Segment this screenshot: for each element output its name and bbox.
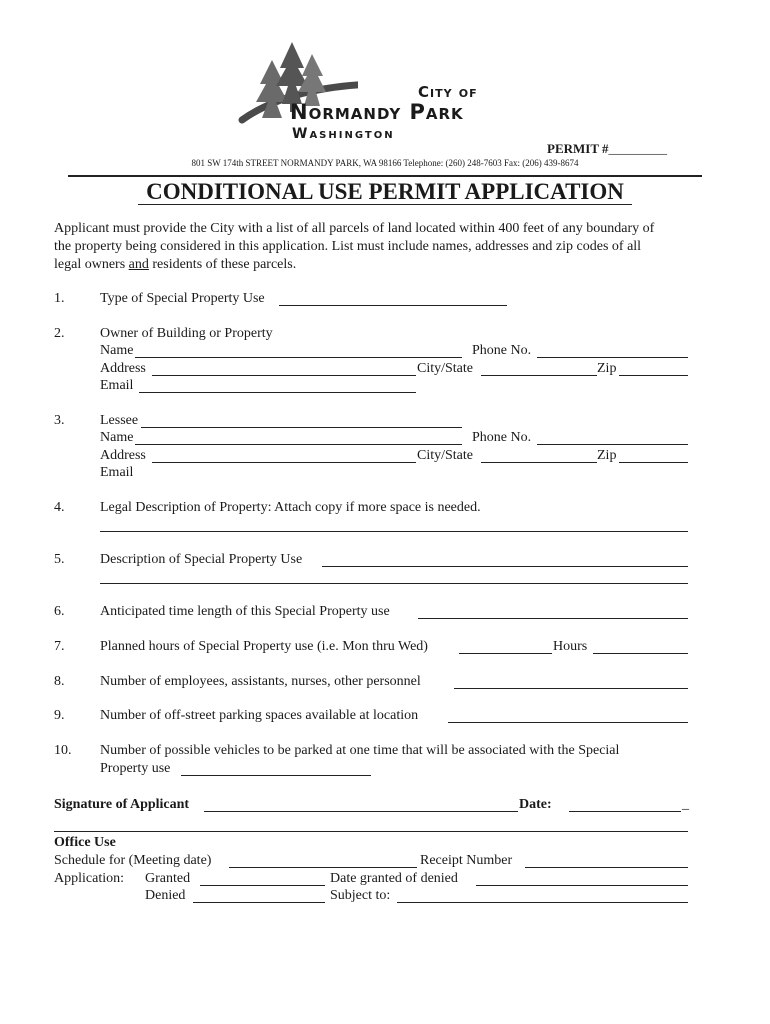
owner-city-field[interactable]: [481, 375, 597, 376]
personnel-count-field[interactable]: [454, 688, 688, 689]
item-2-label: Owner of Building or Property: [100, 326, 273, 341]
intro-line-2: the property being considered in this application. List must include names, addresses and zip codes of all: [54, 239, 642, 254]
item-1-number: 1.: [54, 291, 65, 306]
item-6-number: 6.: [54, 604, 65, 619]
header-rule: [68, 175, 702, 177]
denied-field[interactable]: [193, 902, 325, 903]
lessee-zip-field[interactable]: [619, 462, 688, 463]
granted-field[interactable]: [200, 885, 325, 886]
granted-label: Granted: [145, 871, 191, 886]
owner-phone-label: Phone No.: [472, 343, 532, 358]
item-9-label: Number of off-street parking spaces available at location: [100, 708, 419, 723]
planned-hours-field[interactable]: [593, 653, 688, 654]
owner-email-label: Email: [100, 378, 134, 393]
lessee-address-field[interactable]: [152, 462, 416, 463]
owner-name-label: Name: [100, 343, 134, 358]
item-10-line-2: Property use: [100, 761, 171, 776]
owner-phone-field[interactable]: [537, 357, 688, 358]
special-use-type-field[interactable]: [279, 305, 507, 306]
permit-number-field: [547, 141, 667, 157]
signature-date-field[interactable]: [569, 811, 681, 812]
legal-description-field[interactable]: [100, 531, 688, 532]
lessee-email-label: Email: [100, 465, 134, 480]
office-use-heading: Office Use: [54, 835, 116, 850]
item-10-line-1: Number of possible vehicles to be parked at one time that will be associated with the Special: [100, 743, 620, 758]
owner-address-label: Address: [100, 361, 146, 376]
meeting-date-field[interactable]: [229, 867, 417, 868]
receipt-label: Receipt Number: [420, 853, 513, 868]
and-underlined: and: [128, 257, 149, 272]
use-description-field-1[interactable]: [322, 566, 688, 567]
item-4-number: 4.: [54, 500, 65, 515]
item-6-label: Anticipated time length of this Special Property use: [100, 604, 390, 619]
item-10-number: 10.: [54, 743, 72, 758]
item-7-label: Planned hours of Special Property use (i.e. Mon thru Wed): [100, 639, 428, 654]
lessee-phone-label: Phone No.: [472, 430, 532, 445]
schedule-label: Schedule for (Meeting date): [54, 853, 212, 868]
permit-label: PERMIT #: [547, 141, 609, 156]
lessee-field[interactable]: [141, 427, 462, 428]
lessee-label: Lessee: [100, 413, 139, 428]
owner-name-field[interactable]: [135, 357, 462, 358]
lessee-address-label: Address: [100, 448, 146, 463]
owner-city-label: City/State: [417, 361, 473, 376]
item-8-number: 8.: [54, 674, 65, 689]
item-9-number: 9.: [54, 708, 65, 723]
owner-email-field[interactable]: [139, 392, 416, 393]
signature-label: Signature of Applicant: [54, 797, 190, 812]
date-trailing-mark: _: [682, 797, 689, 812]
receipt-number-field[interactable]: [525, 867, 688, 868]
planned-days-field[interactable]: [459, 653, 552, 654]
lessee-city-field[interactable]: [481, 462, 597, 463]
denied-label: Denied: [145, 888, 186, 903]
item-2-number: 2.: [54, 326, 65, 341]
owner-address-field[interactable]: [152, 375, 416, 376]
time-length-field[interactable]: [418, 618, 688, 619]
date-granted-label: Date granted of denied: [330, 871, 458, 886]
item-5-number: 5.: [54, 552, 65, 567]
parking-spaces-field[interactable]: [448, 722, 688, 723]
permit-blank: _________: [608, 141, 668, 156]
application-label: Application:: [54, 871, 124, 886]
page-title: CONDITIONAL USE PERMIT APPLICATION: [146, 179, 624, 204]
lessee-name-label: Name: [100, 430, 134, 445]
lessee-phone-field[interactable]: [537, 444, 688, 445]
subject-to-label: Subject to:: [330, 888, 391, 903]
logo-city-name: Normandy Park: [290, 100, 464, 124]
owner-zip-field[interactable]: [619, 375, 688, 376]
intro-line-1: Applicant must provide the City with a list of all parcels of land located within 400 feet of any boundary of: [54, 221, 655, 236]
logo-city-of: City of: [418, 83, 478, 101]
subject-to-field[interactable]: [397, 902, 688, 903]
item-3-number: 3.: [54, 413, 65, 428]
use-description-field-2[interactable]: [100, 583, 688, 584]
owner-zip-label: Zip: [597, 361, 617, 376]
intro-line-3: legal owners and residents of these parcels.: [54, 257, 297, 272]
logo-state: Washington: [292, 126, 395, 142]
lessee-zip-label: Zip: [597, 448, 617, 463]
city-address-line: 801 SW 174th STREET NORMANDY PARK, WA 98166 Telephone: (260) 248-7603 Fax: (206) 439-8674: [191, 158, 579, 168]
item-4-label: Legal Description of Property: Attach copy if more space is needed.: [100, 500, 481, 515]
vehicle-count-field[interactable]: [181, 775, 371, 776]
title-underline: [138, 204, 632, 205]
signature-field[interactable]: [204, 811, 518, 812]
office-use-rule: [54, 831, 688, 832]
item-7-number: 7.: [54, 639, 65, 654]
item-8-label: Number of employees, assistants, nurses, other personnel: [100, 674, 421, 689]
city-logo: [238, 40, 528, 145]
date-granted-field[interactable]: [476, 885, 688, 886]
lessee-name-field[interactable]: [135, 444, 462, 445]
lessee-city-label: City/State: [417, 448, 473, 463]
date-label: Date:: [519, 797, 552, 812]
item-1-label: Type of Special Property Use: [100, 291, 265, 306]
hours-label: Hours: [553, 639, 588, 654]
item-5-label: Description of Special Property Use: [100, 552, 303, 567]
